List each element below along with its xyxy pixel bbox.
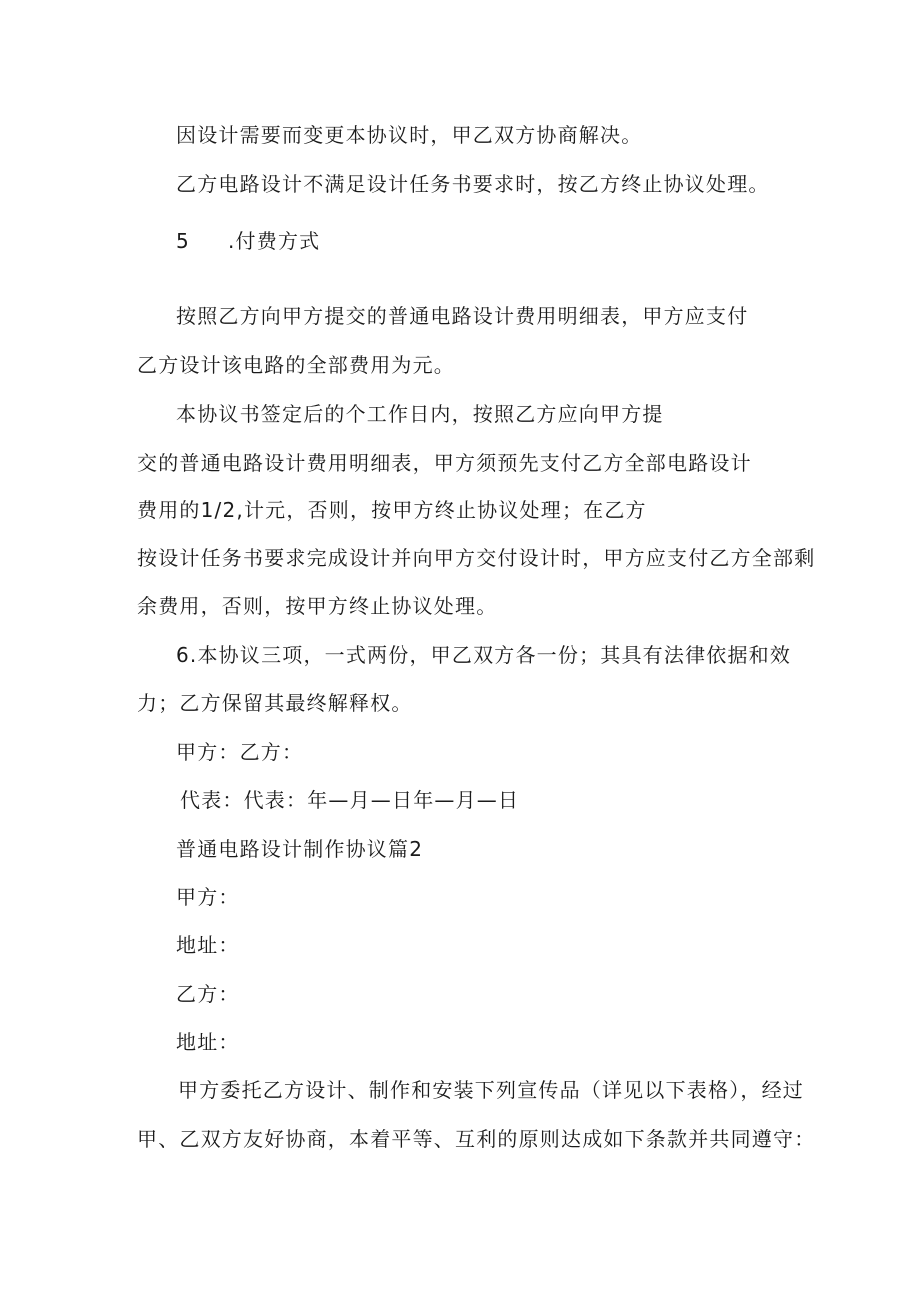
paragraph-line: 因设计需要而变更本协议时，甲乙双方协商解决。 [176, 123, 643, 147]
paragraph-line: 甲、乙双方友好协商，本着平等、互利的原则达成如下条款并共同遵守： [137, 1127, 816, 1151]
signature-line: 甲方：乙方： [176, 740, 304, 764]
party-b-address-label: 地址： [176, 1030, 240, 1054]
party-a-label: 甲方： [176, 885, 240, 909]
paragraph-line: 本协议书签定后的个工作日内，按照乙方应向甲方提 [176, 402, 664, 426]
article-title: 普通电路设计制作协议篇2 [176, 837, 424, 861]
party-b-label: 乙方： [176, 982, 240, 1006]
paragraph-line: 力；乙方保留其最终解释权。 [137, 691, 413, 715]
paragraph-line: 甲方委托乙方设计、制作和安装下列宣传品（详见以下表格），经过 [178, 1078, 804, 1102]
paragraph-line: 按照乙方向甲方提交的普通电路设计费用明细表，甲方应支付 [176, 304, 749, 328]
signature-date-line: 代表：代表：年—月—日年—月—日 [180, 788, 520, 812]
paragraph-line: 按设计任务书要求完成设计并向甲方交付设计时，甲方应支付乙方全部剩 [137, 546, 816, 570]
paragraph-line: 费用的1/2,计元，否则，按甲方终止协议处理；在乙方 [137, 498, 647, 522]
section-heading: .付费方式 [228, 229, 321, 253]
paragraph-line: 乙方电路设计不满足设计任务书要求时，按乙方终止协议处理。 [176, 172, 770, 196]
paragraph-line: 乙方设计该电路的全部费用为元。 [137, 353, 455, 377]
paragraph-line: 余费用，否则，按甲方终止协议处理。 [137, 594, 498, 618]
party-a-address-label: 地址： [176, 933, 240, 957]
section-number: 5 [176, 229, 189, 253]
paragraph-line: 6.本协议三项，一式两份，甲乙双方各一份；其具有法律依据和效 [176, 643, 792, 667]
paragraph-line: 交的普通电路设计费用明细表，甲方须预先支付乙方全部电路设计 [137, 451, 752, 475]
